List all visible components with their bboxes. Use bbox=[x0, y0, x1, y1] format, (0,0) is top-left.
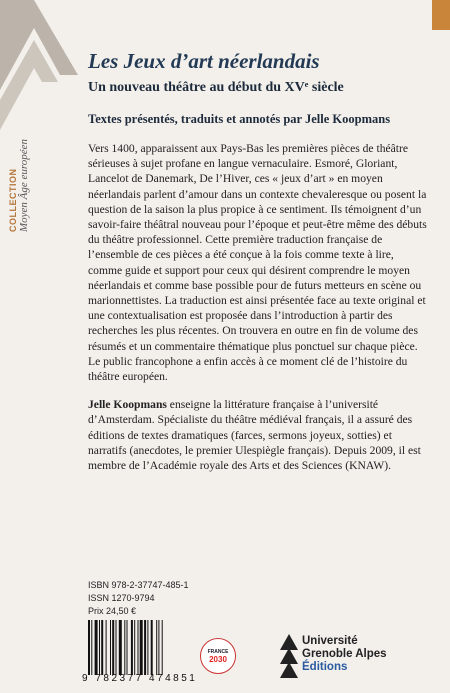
collection-side-label bbox=[8, 139, 30, 232]
barcode bbox=[88, 620, 188, 675]
barcode-number: 9 782377 474851 bbox=[82, 673, 198, 684]
france-logo-bottom: 2030 bbox=[209, 654, 227, 664]
book-subtitle: Un nouveau théâtre au début du XVᵉ siècle bbox=[88, 80, 344, 95]
author-bio bbox=[88, 397, 428, 473]
publisher-line-3: Éditions bbox=[302, 661, 348, 673]
author-name: Jelle Koopmans bbox=[88, 398, 167, 412]
collection-chevron-logo bbox=[0, 0, 78, 140]
summary-text: Vers 1400, apparaissent aux Pays-Bas les premières pièces de théâtre sérieuses à sujet profane en langue vernaculaire. Esmoré, Gloriant, Lancelot de Danemark, De l’Hiver, ces « jeux d’art » en moyen néerlandais parlent d’amour dans un contexte chevaleresque ou posent la question de la saison la plus propice à ce sentiment. Ils témoignent d’un savoir-faire théâtral nouveau pour l’époque et peut-être même des débuts du théâtre professionnel. Cette première traduction française de l’ensemble de ces pièces a été conçue à la fois comme texte à lire, comme guide et support pour ceux qui désirent comprendre le moyen néerlandais et comme base possible pour de futurs metteurs en scène ou marionnettistes. La traduction est ainsi présentée face au texte original et une contextualisation est proposée dans l’introduction à partir des recherches les plus récentes. On trouvera en outre en fin de volume des résumés et un commentaire thématique plus ponctuel sur chaque pièce. Le public francophone a enfin accès à ce moment clé de l’histoire du théâtre européen. bbox=[88, 142, 427, 384]
accent-tab bbox=[432, 0, 450, 30]
price: Prix 24,50 € bbox=[88, 606, 137, 616]
france-2030-logo bbox=[200, 638, 236, 674]
isbn: ISBN 978-2-37747-485-1 bbox=[88, 580, 189, 590]
publisher-line-1: Université bbox=[302, 635, 358, 647]
collection-series: Moyen Âge européen bbox=[18, 138, 30, 232]
main-content bbox=[88, 48, 428, 473]
france-logo-top: FRANCE bbox=[207, 648, 229, 655]
book-title: Les Jeux d’art néerlandais bbox=[88, 49, 320, 73]
author-bio-text: enseigne la littérature française à l’université d’Amsterdam. Spécialiste du théâtre médiéval français, il a assuré des éditions de textes dramatiques (farces, sermons joyeux, sotties) et narratifs (anecdotes, le premier Ulespiègle français). Depuis 2009, il est membre de l’Académie royale des Arts et des Sciences (KNAW). bbox=[88, 398, 421, 473]
publisher-line-2: Grenoble Alpes bbox=[302, 648, 387, 660]
publisher-name bbox=[302, 635, 387, 674]
byline: Textes présentés, traduits et annotés par Jelle Koopmans bbox=[88, 112, 391, 126]
book-identifiers bbox=[88, 579, 189, 618]
issn: ISSN 1270-9794 bbox=[88, 593, 155, 603]
collection-label: COLLECTION bbox=[8, 168, 18, 232]
uga-logo-icon bbox=[280, 634, 298, 678]
